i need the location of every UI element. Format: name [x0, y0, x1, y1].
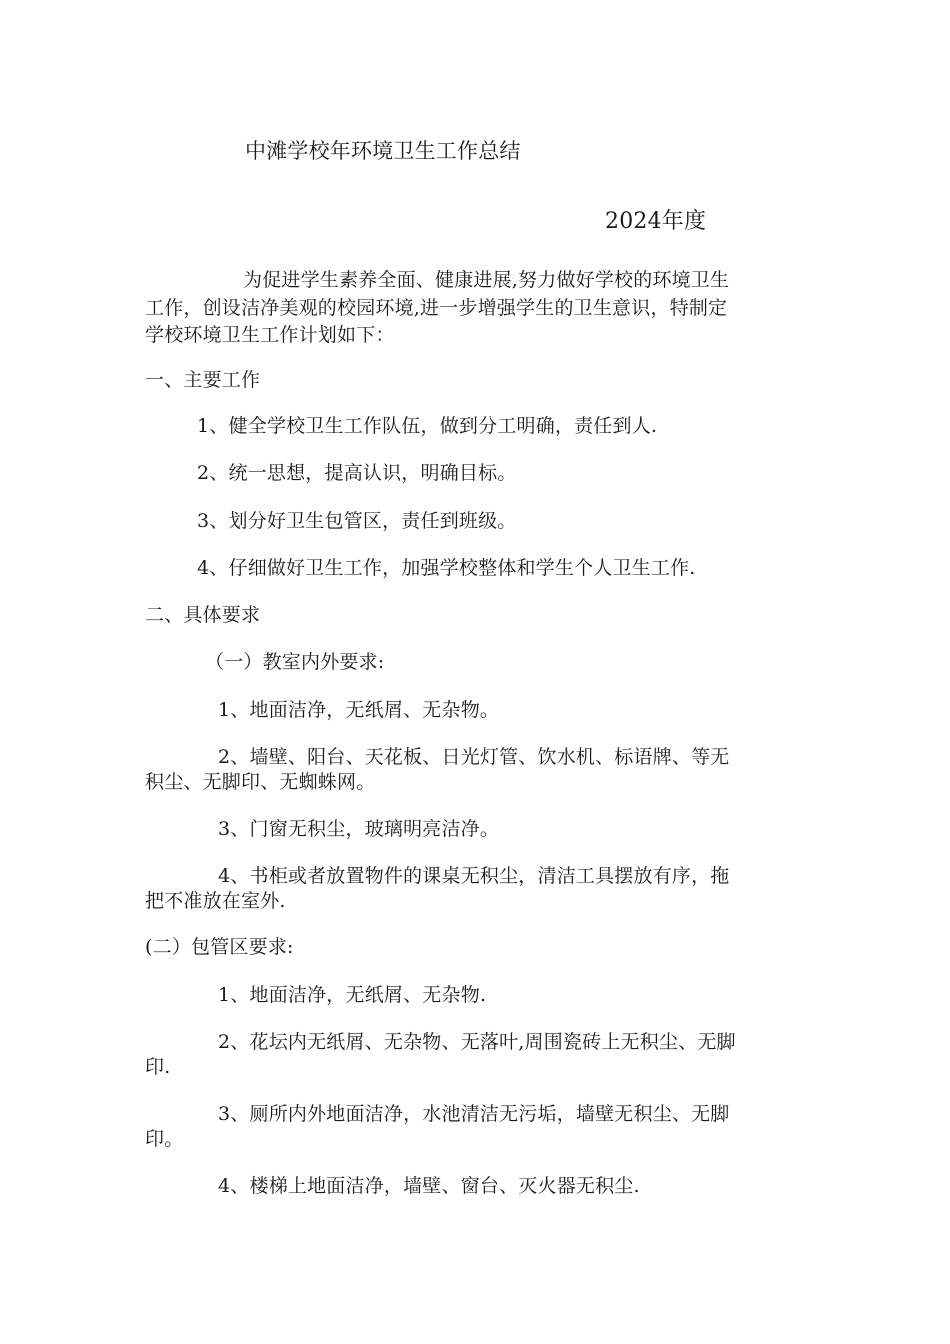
section-heading-requirements: 二、具体要求 [145, 604, 261, 626]
main-work-item-2: 2、统一思想，提高认识，明确目标。 [197, 462, 517, 484]
main-work-item-1: 1、健全学校卫生工作队伍，做到分工明确，责任到人. [197, 415, 658, 437]
area-item-1: 1、地面洁净，无纸屑、无杂物. [218, 984, 487, 1006]
subsection-heading-area: (二）包管区要求: [145, 936, 294, 958]
subsection-heading-classroom: （一）教室内外要求: [205, 651, 385, 673]
classroom-item-2-line-2: 积尘、无脚印、无蜘蛛网。 [145, 771, 376, 793]
classroom-item-4-line-1: 4、书柜或者放置物件的课桌无积尘，清洁工具摆放有序，拖 [218, 865, 730, 887]
classroom-item-1: 1、地面洁净，无纸屑、无杂物。 [218, 699, 500, 721]
area-item-3-line-2: 印。 [145, 1128, 184, 1150]
intro-line-3: 学校环境卫生工作计划如下： [145, 324, 395, 346]
classroom-item-4-line-2: 把不准放在室外. [145, 890, 286, 912]
area-item-2-line-2: 印. [145, 1056, 171, 1078]
intro-line-1: 为促进学生素养全面、健康进展,努力做好学校的环境卫生 [243, 269, 730, 291]
classroom-item-2-line-1: 2、墙壁、阳台、天花板、日光灯管、饮水机、标语牌、等无 [218, 746, 730, 768]
document-title: 中滩学校年环境卫生工作总结 [245, 139, 521, 163]
year-label: 2024年度 [605, 209, 707, 234]
main-work-item-4: 4、仔细做好卫生工作，加强学校整体和学生个人卫生工作. [197, 557, 696, 579]
classroom-item-3: 3、门窗无积尘，玻璃明亮洁净。 [218, 818, 500, 840]
area-item-4: 4、楼梯上地面洁净，墙壁、窗台、灭火器无积尘. [218, 1175, 640, 1197]
area-item-3-line-1: 3、厕所内外地面洁净，水池清洁无污垢，墙壁无积尘、无脚 [218, 1103, 730, 1125]
main-work-item-3: 3、划分好卫生包管区，责任到班级。 [197, 510, 517, 532]
intro-line-2: 工作，创设洁净美观的校园环境,进一步增强学生的卫生意识，特制定 [145, 297, 728, 319]
section-heading-main-work: 一、主要工作 [145, 369, 261, 391]
area-item-2-line-1: 2、花坛内无纸屑、无杂物、无落叶,周围瓷砖上无积尘、无脚 [218, 1031, 736, 1053]
